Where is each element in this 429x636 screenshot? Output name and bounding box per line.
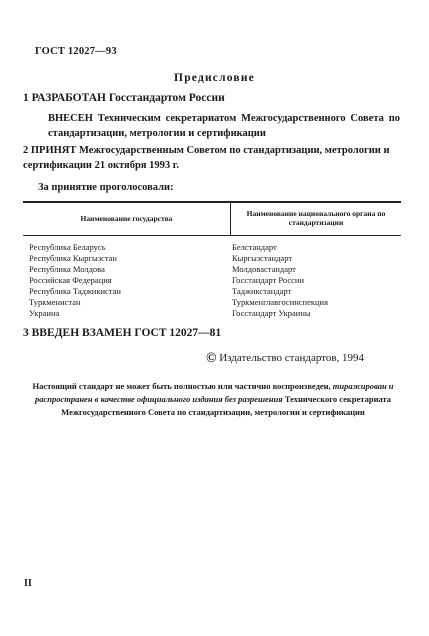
table-cell-state: Республика Таджикистан (29, 286, 121, 296)
notice-part-2: тиражирован и распространен в качестве официального издания без разрешения (34, 381, 394, 404)
table-cell-state: Республика Кыргызстан (29, 253, 117, 263)
table-cell-state: Украина (29, 308, 60, 318)
voted-heading: За принятие проголосовали: (38, 182, 174, 193)
table-cell-national-body: Кыргызстандарт (232, 253, 293, 263)
notice-part-3: Технического секретариата Межгосударственного Совета по стандартизации, метрологии и сертификации (61, 394, 392, 417)
copyright-line (206, 351, 364, 367)
section-3-heading: 3 ВВЕДЕН ВЗАМЕН ГОСТ 12027—81 (23, 327, 222, 339)
table-cell-national-body: Белстандарт (232, 242, 277, 252)
section-1-heading: 1 РАЗРАБОТАН Госстандартом России (23, 92, 225, 104)
page-number: II (24, 578, 32, 589)
reproduction-notice (23, 380, 403, 419)
page-title: Предисловие (174, 72, 255, 84)
table-cell-national-body: Госстандарт Украины (232, 308, 311, 318)
table-body (23, 242, 401, 319)
standard-code: ГОСТ 12027—93 (35, 46, 117, 57)
table-row (23, 264, 401, 275)
section-2-text: ПРИНЯТ Межгосударственным Советом по стандартизации, метрологии и сертификации 21 октября 1993 г. (23, 145, 390, 171)
table-cell-national-body: Молдовастандарт (232, 264, 296, 274)
table-cell-national-body: Туркменглавгосинспекция (232, 297, 329, 307)
table-row (23, 253, 401, 264)
table-row (23, 242, 401, 253)
table-cell-state: Республика Молдова (29, 264, 105, 274)
table-cell-state: Республика Беларусь (29, 242, 106, 252)
table-header-national-body: Наименование национального органа по стандартизации (246, 209, 386, 227)
table-row (23, 286, 401, 297)
copyright-text: Издательство стандартов, 1994 (219, 352, 365, 364)
table-cell-state: Туркменистан (29, 297, 81, 307)
section-2-number: 2 (23, 145, 29, 156)
section-1-text: ВНЕСЕН Техническим секретариатом Межгосударственного Совета по стандартизации, метрологии и сертификации (48, 113, 400, 139)
notice-part-1: Настоящий стандарт не может быть полностью или частично воспроизведен, (32, 381, 331, 391)
table-header-state: Наименование государства (80, 214, 173, 223)
table-cell-state: Российская Федерация (29, 275, 112, 285)
table-row (23, 297, 401, 308)
section-2 (23, 143, 403, 173)
table-row (23, 275, 401, 286)
table-row (23, 308, 401, 319)
table-header-rule (23, 235, 401, 236)
copyright-icon: © (206, 351, 217, 366)
table-cell-national-body: Таджикстандарт (232, 286, 292, 296)
table-cell-national-body: Госстандарт России (232, 275, 305, 285)
table-top-rule (23, 201, 401, 203)
